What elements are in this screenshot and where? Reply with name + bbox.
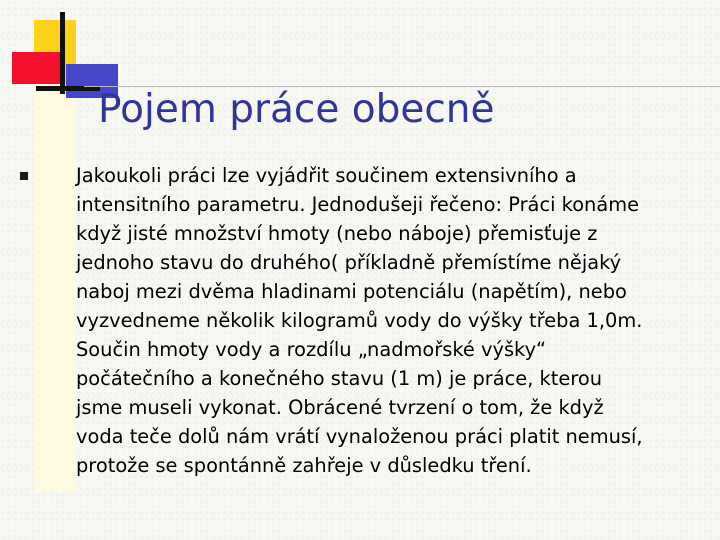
paragraph-line: naboj mezi dvěma hladinami potenciálu (napětím), nebo bbox=[76, 280, 627, 303]
paragraph-line: počátečního a konečného stavu (1 m) je práce, kterou bbox=[76, 367, 602, 390]
paragraph-line: Součin hmoty vody a rozdílu „nadmořské výšky“ bbox=[76, 338, 547, 361]
paragraph-line: jsme museli vykonat. Obrácené tvrzení o tom, že když bbox=[76, 396, 604, 419]
square-bullet-icon bbox=[20, 172, 28, 180]
paragraph-line: intensitního parametru. Jednodušeji řečeno: Práci konáme bbox=[76, 193, 640, 216]
bullet-paragraph bbox=[76, 161, 712, 480]
paragraph-line: protože se spontánně zahřeje v důsledku tření. bbox=[76, 454, 532, 477]
paragraph-line: Jakoukoli práci lze vyjádřit součinem extensivního a bbox=[76, 164, 577, 187]
paragraph-line: když jisté množství hmoty (nebo náboje) přemisťuje z bbox=[76, 222, 598, 245]
slide-title: Pojem práce obecně bbox=[98, 87, 495, 132]
paragraph-line: jednoho stavu do druhého( příkladně přemístíme nějaký bbox=[76, 251, 622, 274]
paragraph-line: vyzvedneme několik kilogramů vody do výšky třeba 1,0m. bbox=[76, 309, 643, 332]
decorative-black-vertical-bar bbox=[60, 12, 65, 94]
decorative-red-block bbox=[12, 52, 64, 84]
paragraph-line: voda teče dolů nám vrátí vynaloženou práci platit nemusí, bbox=[76, 425, 643, 448]
